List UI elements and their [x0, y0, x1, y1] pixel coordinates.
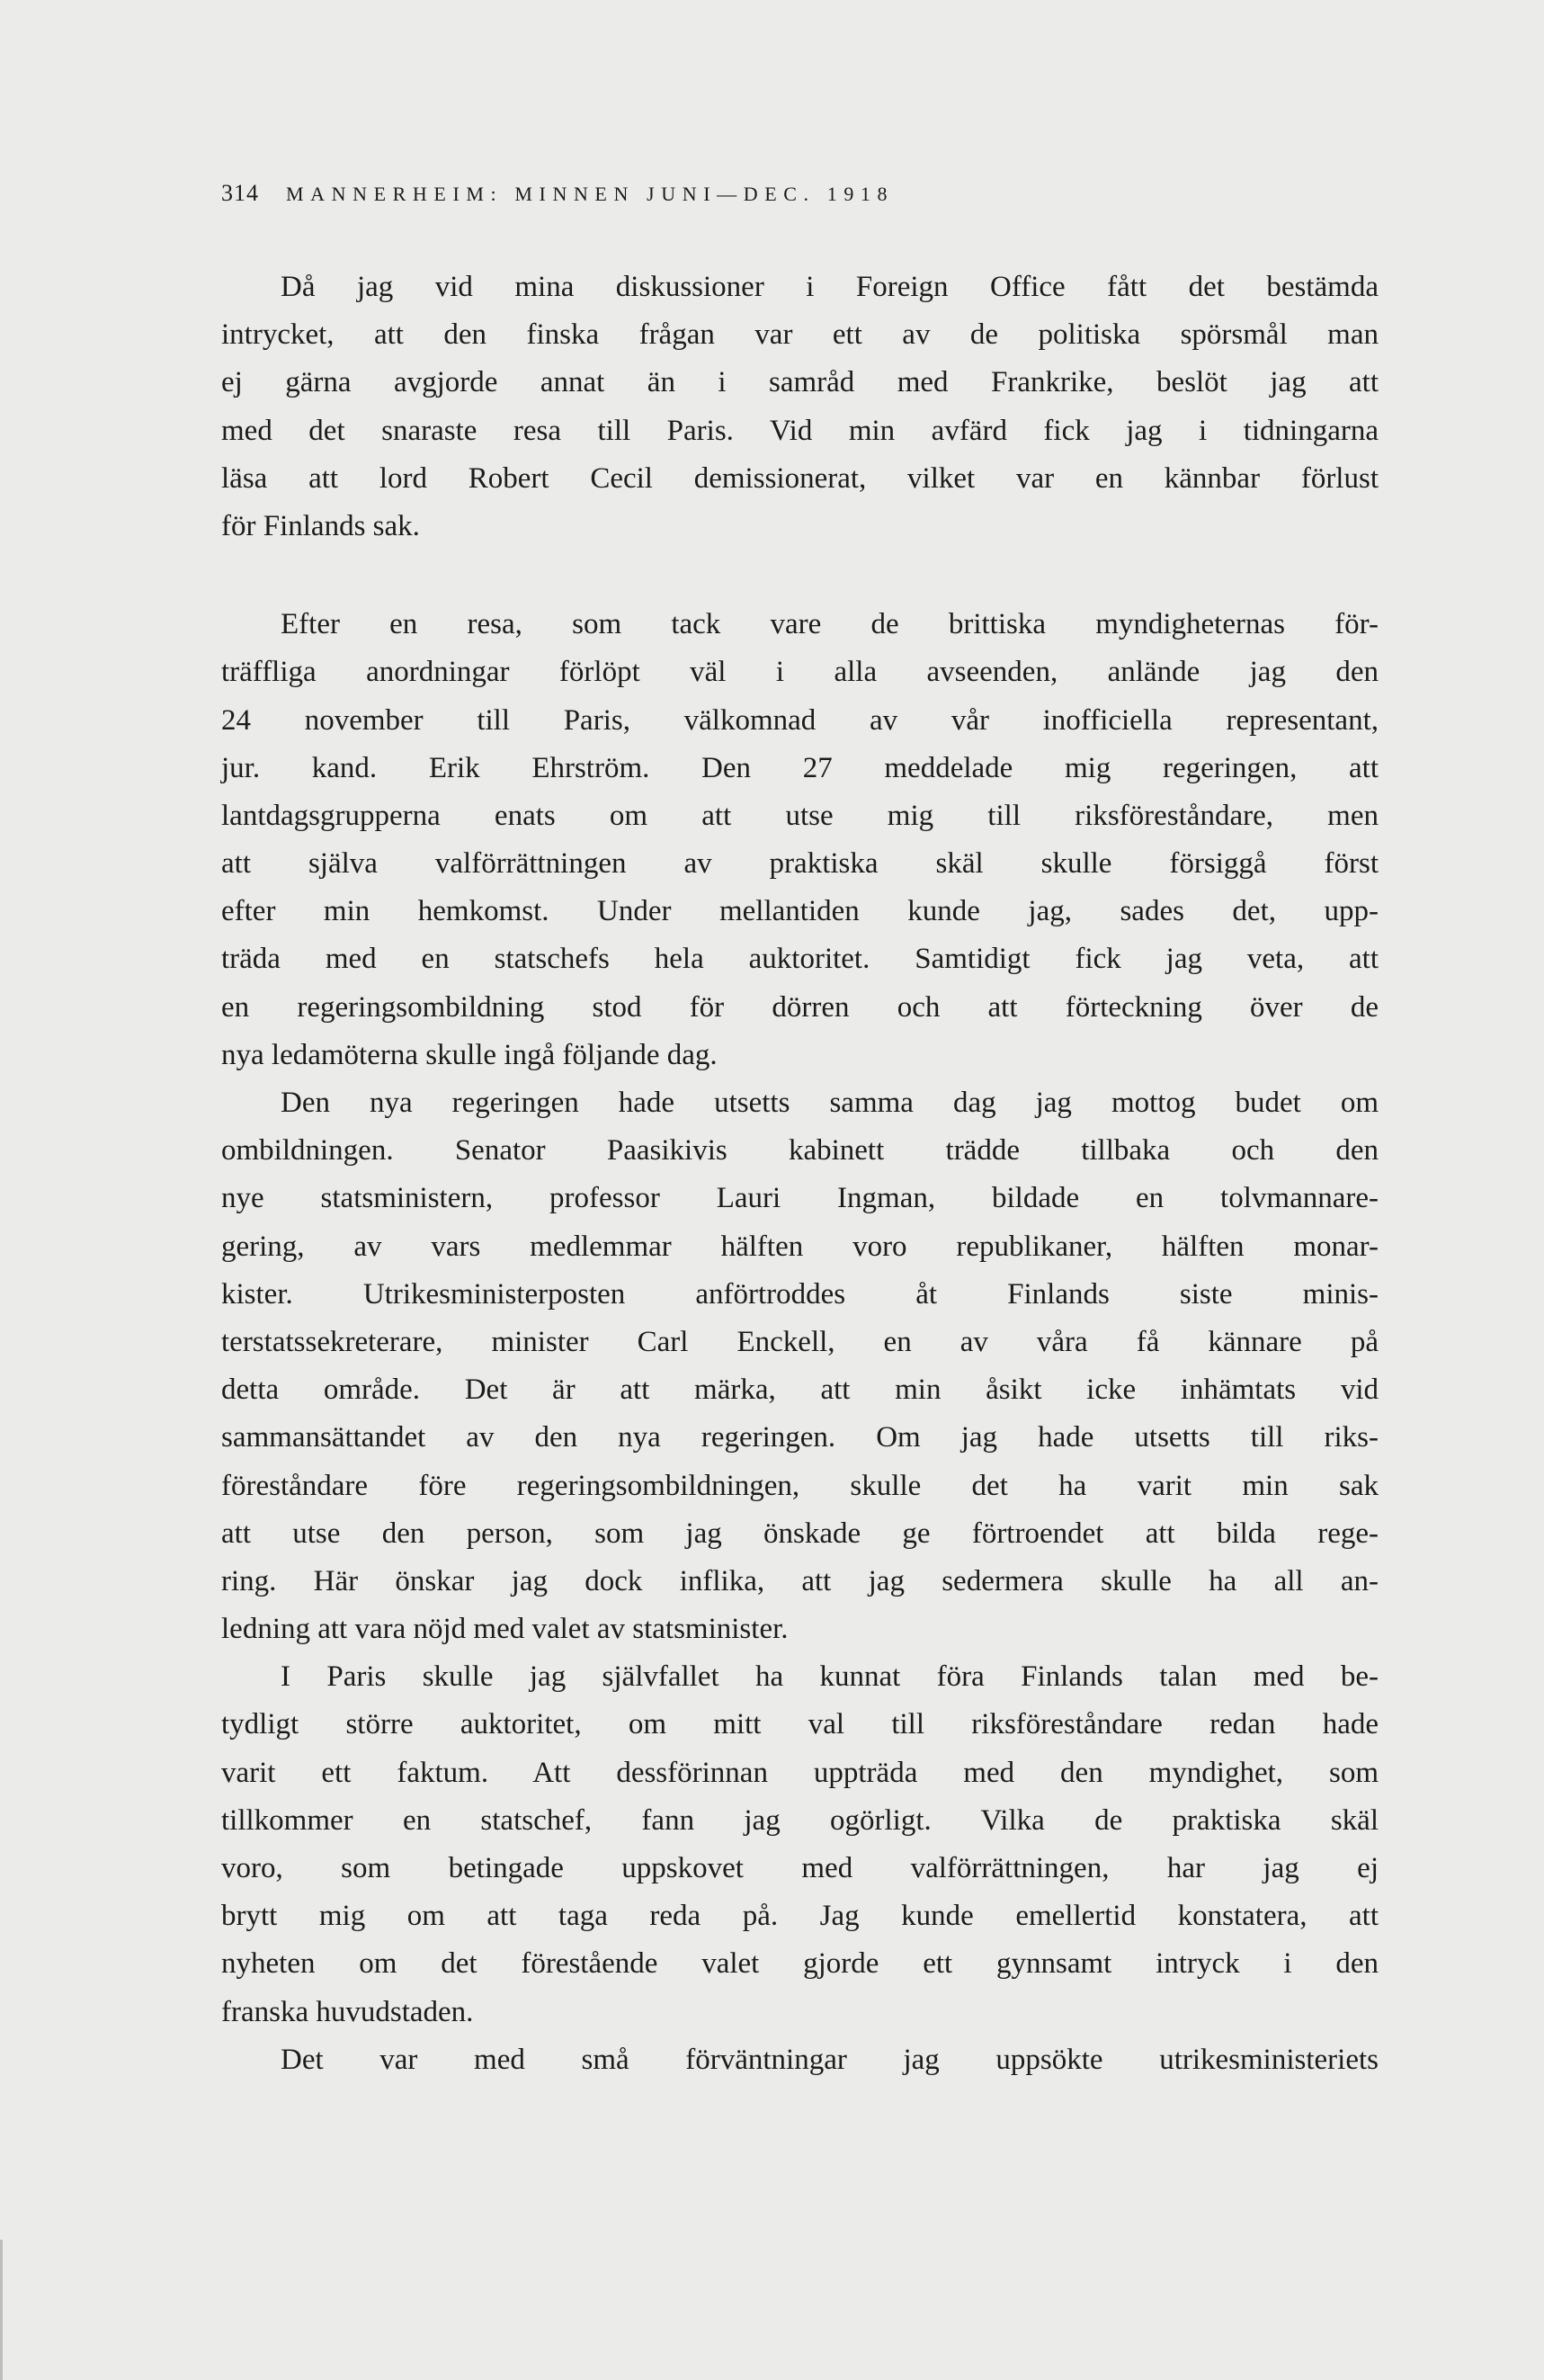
text-line: tydligt större auktoritet, om mitt val till riksföreståndare redan hade: [221, 1708, 1379, 1741]
text-line: ombildningen. Senator Paasikivis kabinett trädde tillbaka och den: [221, 1134, 1379, 1168]
text-line: lantdagsgrupperna enats om att utse mig till riksföreståndare, men: [221, 799, 1379, 832]
text-line: tillkommer en statschef, fann jag ogörligt. Vilka de praktiska skäl: [221, 1803, 1379, 1837]
text-line: ledning att vara nöjd med valet av statsminister.: [221, 1613, 789, 1646]
paragraph: [221, 601, 1379, 1079]
text-line: Den nya regeringen hade utsetts samma dag jag mottog budet om: [281, 1087, 1379, 1119]
text-line: nyheten om det förestående valet gjorde ett gynnsamt intryck i den: [221, 1947, 1379, 1981]
text-line: voro, som betingade uppskovet med valförrättningen, har jag ej: [221, 1852, 1379, 1884]
text-line: Det var med små förväntningar jag uppsökte utrikesministeriets: [281, 2043, 1379, 2076]
paragraph: [221, 1653, 1379, 2036]
text-line: detta område. Det är att märka, att min åsikt icke inhämtats vid: [221, 1373, 1379, 1407]
text-line: för Finlands sak.: [221, 509, 420, 542]
text-line: I Paris skulle jag självfallet ha kunnat föra Finlands talan med be-: [281, 1660, 1379, 1694]
running-header: [221, 180, 1381, 219]
text-line: att utse den person, som jag önskade ge förtroendet att bilda rege-: [221, 1517, 1379, 1550]
paragraph: [221, 1079, 1379, 1653]
text-line: att själva valförrättningen av praktiska skäl skulle försiggå först: [221, 847, 1379, 881]
text-line: en regeringsombildning stod för dörren och att förteckning över de: [221, 990, 1379, 1024]
page-number: 314: [221, 180, 259, 206]
text-line: Efter en resa, som tack vare de brittiska myndigheternas för-: [281, 608, 1379, 641]
body-text: [221, 264, 1379, 2084]
paragraph: [221, 264, 1379, 550]
text-line: brytt mig om att taga reda på. Jag kunde emellertid konstatera, att: [221, 1900, 1379, 1933]
text-line: föreståndare före regeringsombildningen, skulle det ha varit min sak: [221, 1469, 1379, 1502]
text-line: nya ledamöterna skulle ingå följande dag.: [221, 1038, 718, 1071]
text-line: franska huvudstaden.: [221, 1995, 474, 2028]
text-line: efter min hemkomst. Under mellantiden kunde jag, sades det, upp-: [221, 895, 1379, 928]
text-line: 24 november till Paris, välkomnad av vår inofficiella representant,: [221, 703, 1379, 737]
page-edge-shadow: [0, 2240, 3, 2380]
text-line: ej gärna avgjorde annat än i samråd med Frankrike, beslöt jag att: [221, 366, 1379, 399]
text-line: jur. kand. Erik Ehrström. Den 27 meddelade mig regeringen, att: [221, 751, 1379, 784]
text-line: läsa att lord Robert Cecil demissionerat, vilket var en kännbar förlust: [221, 461, 1379, 495]
text-line: nye statsministern, professor Lauri Ingman, bildade en tolvmannare-: [221, 1182, 1379, 1215]
running-title: MANNERHEIM: MINNEN JUNI—DEC. 1918: [286, 183, 895, 205]
text-line: med det snaraste resa till Paris. Vid min avfärd fick jag i tidningarna: [221, 414, 1379, 447]
text-line: terstatssekreterare, minister Carl Enckell, en av våra få kännare på: [221, 1325, 1379, 1358]
text-line: ring. Här önskar jag dock inflika, att jag sedermera skulle ha all an-: [221, 1564, 1379, 1597]
text-line: intrycket, att den finska frågan var ett av de politiska spörsmål man: [221, 318, 1379, 352]
text-line: Då jag vid mina diskussioner i Foreign Office fått det bestämda: [281, 271, 1379, 303]
text-line: varit ett faktum. Att dessförinnan uppträda med den myndighet, som: [221, 1756, 1379, 1789]
text-line: sammansättandet av den nya regeringen. Om jag hade utsetts till riks-: [221, 1421, 1379, 1454]
text-line: kister. Utrikesministerposten anförtroddes åt Finlands siste minis-: [221, 1277, 1379, 1311]
text-line: gering, av vars medlemmar hälften voro republikaner, hälften monar-: [221, 1230, 1379, 1263]
paragraph: [221, 2036, 1379, 2084]
text-line: träffliga anordningar förlöpt väl i alla avseenden, anlände jag den: [221, 656, 1379, 689]
text-line: träda med en statschefs hela auktoritet. Samtidigt fick jag veta, att: [221, 943, 1379, 976]
